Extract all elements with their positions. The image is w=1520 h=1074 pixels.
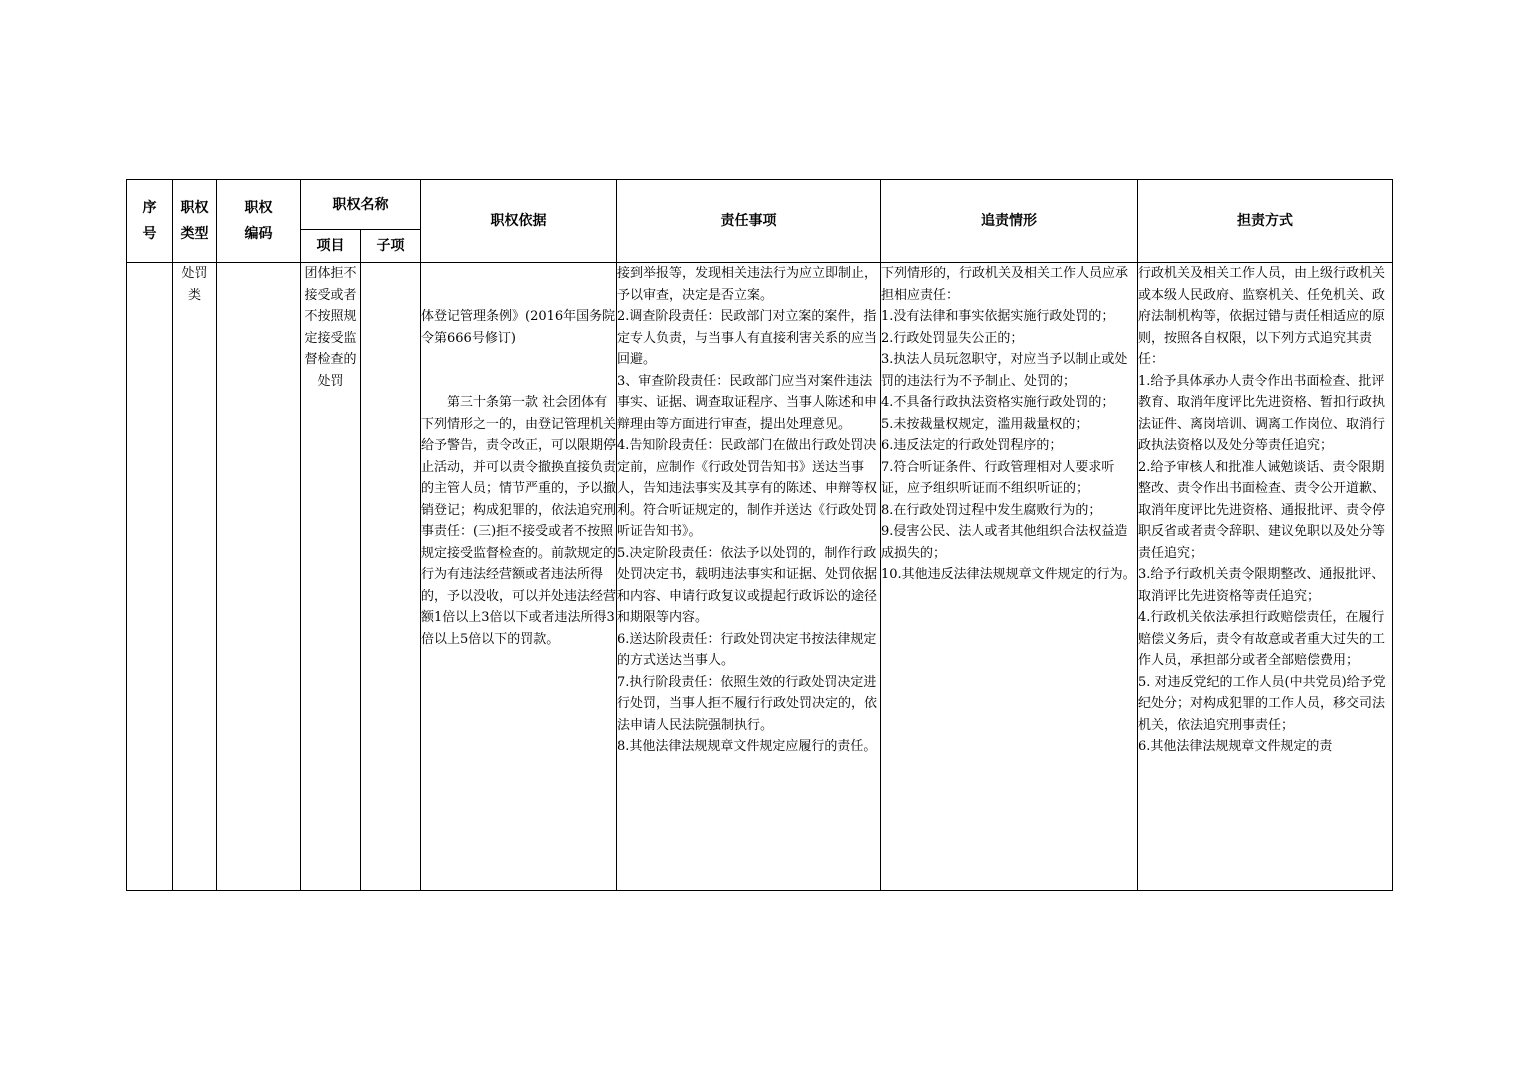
cell-method bbox=[1138, 263, 1393, 891]
header-basis: 职权依据 bbox=[421, 180, 617, 263]
header-method: 担责方式 bbox=[1138, 180, 1393, 263]
header-subitem: 子项 bbox=[361, 230, 421, 263]
accountability-line: 8.在行政处罚过程中发生腐败行为的； bbox=[881, 502, 1102, 518]
method-line: 2.给予审核人和批准人诫勉谈话、责令限期整改、责令作出书面检查、责令公开道歉、取消年度评比先进资格、通报批评、责令停职反省或者责令辞职、建议免职以及处分等责任追究； bbox=[1138, 459, 1386, 561]
cell-basis bbox=[421, 263, 617, 891]
accountability-line: 10.其他违反法律法规规章文件规定的行为。 bbox=[881, 567, 1136, 582]
method-line: 6.其他法律法规规章文件规定的责 bbox=[1138, 739, 1333, 754]
method-line: 4.行政机关依法承担行政赔偿责任，在履行赔偿义务后，责令有故意或者重大过失的工作人员，承担部分或者全部赔偿费用； bbox=[1138, 610, 1386, 668]
duty-line: 7.执行阶段责任：依照生效的行政处罚决定进行处罚，当事人拒不履行行政处罚决定的，依法申请人民法院强制执行。 bbox=[617, 674, 878, 733]
duty-line: 2.调查阶段责任：民政部门对立案的案件，指定专人负责，与当事人有直接利害关系的应当回避。 bbox=[617, 309, 878, 367]
accountability-line: 9.侵害公民、法人或者其他组织合法权益造成损失的； bbox=[881, 524, 1128, 561]
method-line: 行政机关及相关工作人员，由上级行政机关或本级人民政府、监察机关、任免机关、政府法制机构等，依据过错与责任相适应的原则，按照各自权限，以下列方式追究其责任： bbox=[1138, 266, 1386, 367]
accountability-line: 5.未按裁量权规定，滥用裁量权的； bbox=[881, 416, 1089, 432]
cell-duty bbox=[617, 263, 881, 891]
header-type: 职权类型 bbox=[173, 180, 217, 263]
cell-subitem bbox=[361, 263, 421, 891]
accountability-line: 6.违反法定的行政处罚程序的； bbox=[881, 438, 1063, 453]
basis-line: 第三十条第一款 社会团体有下列情形之一的，由登记管理机关给予警告，责令改正，可以限期停止活动，并可以责令撤换直接负责的主管人员；情节严重的，予以撤销登记；构成犯罪的，依法追究刑事责任：(三)拒不接受或者不按照规定接受监督检查的。前款规定的行为有违法经营额或者违法所得的，予以没收，可以并处违法经营额1倍以上3倍以下或者违法所得3倍以上5倍以下的罚款。 bbox=[421, 395, 617, 647]
duty-line: 6.送达阶段责任：行政处罚决定书按法律规定的方式送达当事人。 bbox=[617, 631, 877, 668]
header-seq: 序号 bbox=[127, 180, 173, 263]
cell-accountability bbox=[881, 263, 1138, 891]
duty-line: 接到举报等，发现相关违法行为应立即制止，予以审查，决定是否立案。 bbox=[617, 266, 878, 303]
accountability-line: 2.行政处罚显失公正的； bbox=[881, 330, 1024, 346]
method-line: 3.给予行政机关责令限期整改、通报批评、取消评比先进资格等责任追究； bbox=[1138, 567, 1385, 604]
accountability-line: 1.没有法律和事实依据实施行政处罚的； bbox=[881, 309, 1115, 324]
table-row bbox=[127, 263, 1393, 891]
accountability-line: 3.执法人员玩忽职守，对应当予以制止或处罚的违法行为不予制止、处罚的； bbox=[881, 352, 1128, 389]
method-line: 1.给予具体承办人责令作出书面检查、批评教育、取消年度评比先进资格、暂扣行政执法证件、离岗培训、调离工作岗位、取消行政执法资格以及处分等责任追究； bbox=[1138, 373, 1386, 453]
accountability-line: 下列情形的，行政机关及相关工作人员应承担相应责任： bbox=[881, 266, 1129, 303]
header-item: 项目 bbox=[301, 230, 361, 263]
header-code: 职权编码 bbox=[217, 180, 301, 263]
header-name: 职权名称 bbox=[301, 180, 421, 230]
accountability-line: 7.符合听证条件、行政管理相对人要求听证，应予组织听证而不组织听证的； bbox=[881, 459, 1115, 496]
method-line: 5. 对违反党纪的工作人员(中共党员)给予党纪处分；对构成犯罪的工作人员，移交司法机关，依法追究刑事责任； bbox=[1138, 674, 1386, 733]
duty-line: 3、审查阶段责任：民政部门应当对案件违法事实、证据、调查取证程序、当事人陈述和申辩理由等方面进行审查，提出处理意见。 bbox=[617, 373, 878, 432]
responsibility-table bbox=[126, 179, 1393, 891]
cell-code bbox=[217, 263, 301, 891]
header-duty: 责任事项 bbox=[617, 180, 881, 263]
header-accountability: 追责情形 bbox=[881, 180, 1138, 263]
cell-type: 处罚类 bbox=[173, 263, 217, 891]
duty-line: 4.告知阶段责任：民政部门在做出行政处罚决定前，应制作《行政处罚告知书》送达当事人，告知违法事实及其享有的陈述、申辩等权利。符合听证规定的，制作并送达《行政处罚听证告知书》。 bbox=[617, 438, 878, 539]
cell-seq bbox=[127, 263, 173, 891]
accountability-line: 4.不具备行政执法资格实施行政处罚的； bbox=[881, 395, 1115, 410]
duty-line: 5.决定阶段责任：依法予以处罚的，制作行政处罚决定书，载明违法事实和证据、处罚依据和内容、申请行政复议或提起行政诉讼的途径和期限等内容。 bbox=[617, 545, 878, 625]
basis-line: 体登记管理条例》(2016年国务院令第666号修订) bbox=[421, 309, 616, 346]
cell-item: 团体拒不接受或者不按照规定接受监督检查的处罚 bbox=[301, 263, 361, 891]
duty-line: 8.其他法律法规规章文件规定应履行的责任。 bbox=[617, 739, 877, 754]
